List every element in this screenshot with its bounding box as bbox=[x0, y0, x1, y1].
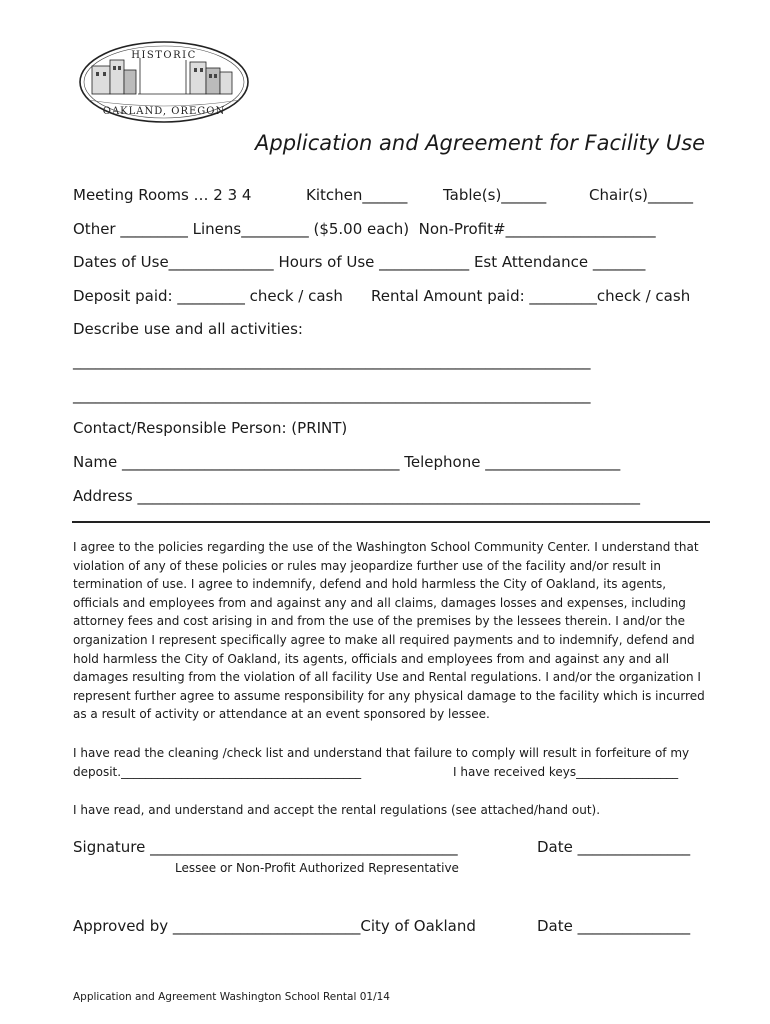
other-linens-nonprofit-row[interactable]: Other _________ Linens_________ ($5.00 each) Non-Profit#____________________ bbox=[73, 220, 656, 238]
deposit-paid-field[interactable]: Deposit paid: _________ check / cash bbox=[73, 287, 343, 305]
address-field[interactable]: Address ___________________________________________________________________ bbox=[73, 487, 641, 505]
signature-sublabel: Lessee or Non-Profit Authorized Representative bbox=[175, 861, 459, 875]
approved-date-field[interactable]: Date _______________ bbox=[537, 917, 691, 935]
deposit-line[interactable]: deposit.________________________________________ bbox=[73, 765, 362, 779]
keys-received-field[interactable]: I have received keys_________________ bbox=[453, 765, 679, 779]
historic-oakland-logo bbox=[78, 40, 250, 124]
describe-line-1[interactable]: _____________________________________________________________________ bbox=[73, 352, 591, 370]
cleaning-checklist-text: I have read the cleaning /check list and understand that failure to comply will result in forfeiture of my bbox=[73, 746, 690, 760]
dates-hours-attendance-row[interactable]: Dates of Use______________ Hours of Use ____________ Est Attendance _______ bbox=[73, 253, 646, 271]
page-footer: Application and Agreement Washington School Rental 01/14 bbox=[73, 991, 390, 1003]
section-divider bbox=[72, 521, 710, 523]
logo-bottom-text: OAKLAND, OREGON bbox=[102, 106, 226, 117]
rental-amount-field[interactable]: Rental Amount paid: _________check / cash bbox=[371, 287, 691, 305]
signature-field[interactable]: Signature _________________________________________ bbox=[73, 838, 458, 856]
meeting-rooms-field[interactable]: Meeting Rooms … 2 3 4 bbox=[73, 186, 252, 204]
name-telephone-row[interactable]: Name _____________________________________ Telephone __________________ bbox=[73, 453, 621, 471]
rental-regulations-text: I have read, and understand and accept the rental regulations (see attached/hand out). bbox=[73, 803, 601, 817]
approved-by-field[interactable]: Approved by _________________________City of Oakland bbox=[73, 917, 476, 935]
contact-person-label: Contact/Responsible Person: (PRINT) bbox=[73, 419, 348, 437]
agreement-paragraph: I agree to the policies regarding the use of the Washington School Community Center. I understand that violation of any of these policies or rules may jeopardize further use of the facility and/or result in termination of use. I agree to indemnify, defend and hold harmless the City of Oakland, its agents, officials and employees from and against any and all claims, damages losses and expenses, including attorney fees and cost arising in and from the use of the premises by the lessees therein. I and/or the organization I represent specifically agree to make all required payments and to indemnify, defend and hold harmless the City of Oakland, its agents, officials and employees from and against any and all damages resulting from the violation of all facility Use and Rental regulations. I and/or the organization I represent further agree to assume responsibility for any physical damage to the facility which is incurred as a result of activity or attendance at an event sponsored by lessee. bbox=[73, 540, 705, 722]
signature-date-field[interactable]: Date _______________ bbox=[537, 838, 691, 856]
tables-field[interactable]: Table(s)______ bbox=[443, 186, 547, 204]
chairs-field[interactable]: Chair(s)______ bbox=[589, 186, 694, 204]
kitchen-field[interactable]: Kitchen______ bbox=[306, 186, 408, 204]
logo-top-text: HISTORIC bbox=[131, 50, 197, 61]
describe-line-2[interactable]: _____________________________________________________________________ bbox=[73, 386, 591, 404]
describe-use-label: Describe use and all activities: bbox=[73, 320, 303, 338]
form-title: Application and Agreement for Facility Use bbox=[255, 131, 706, 155]
